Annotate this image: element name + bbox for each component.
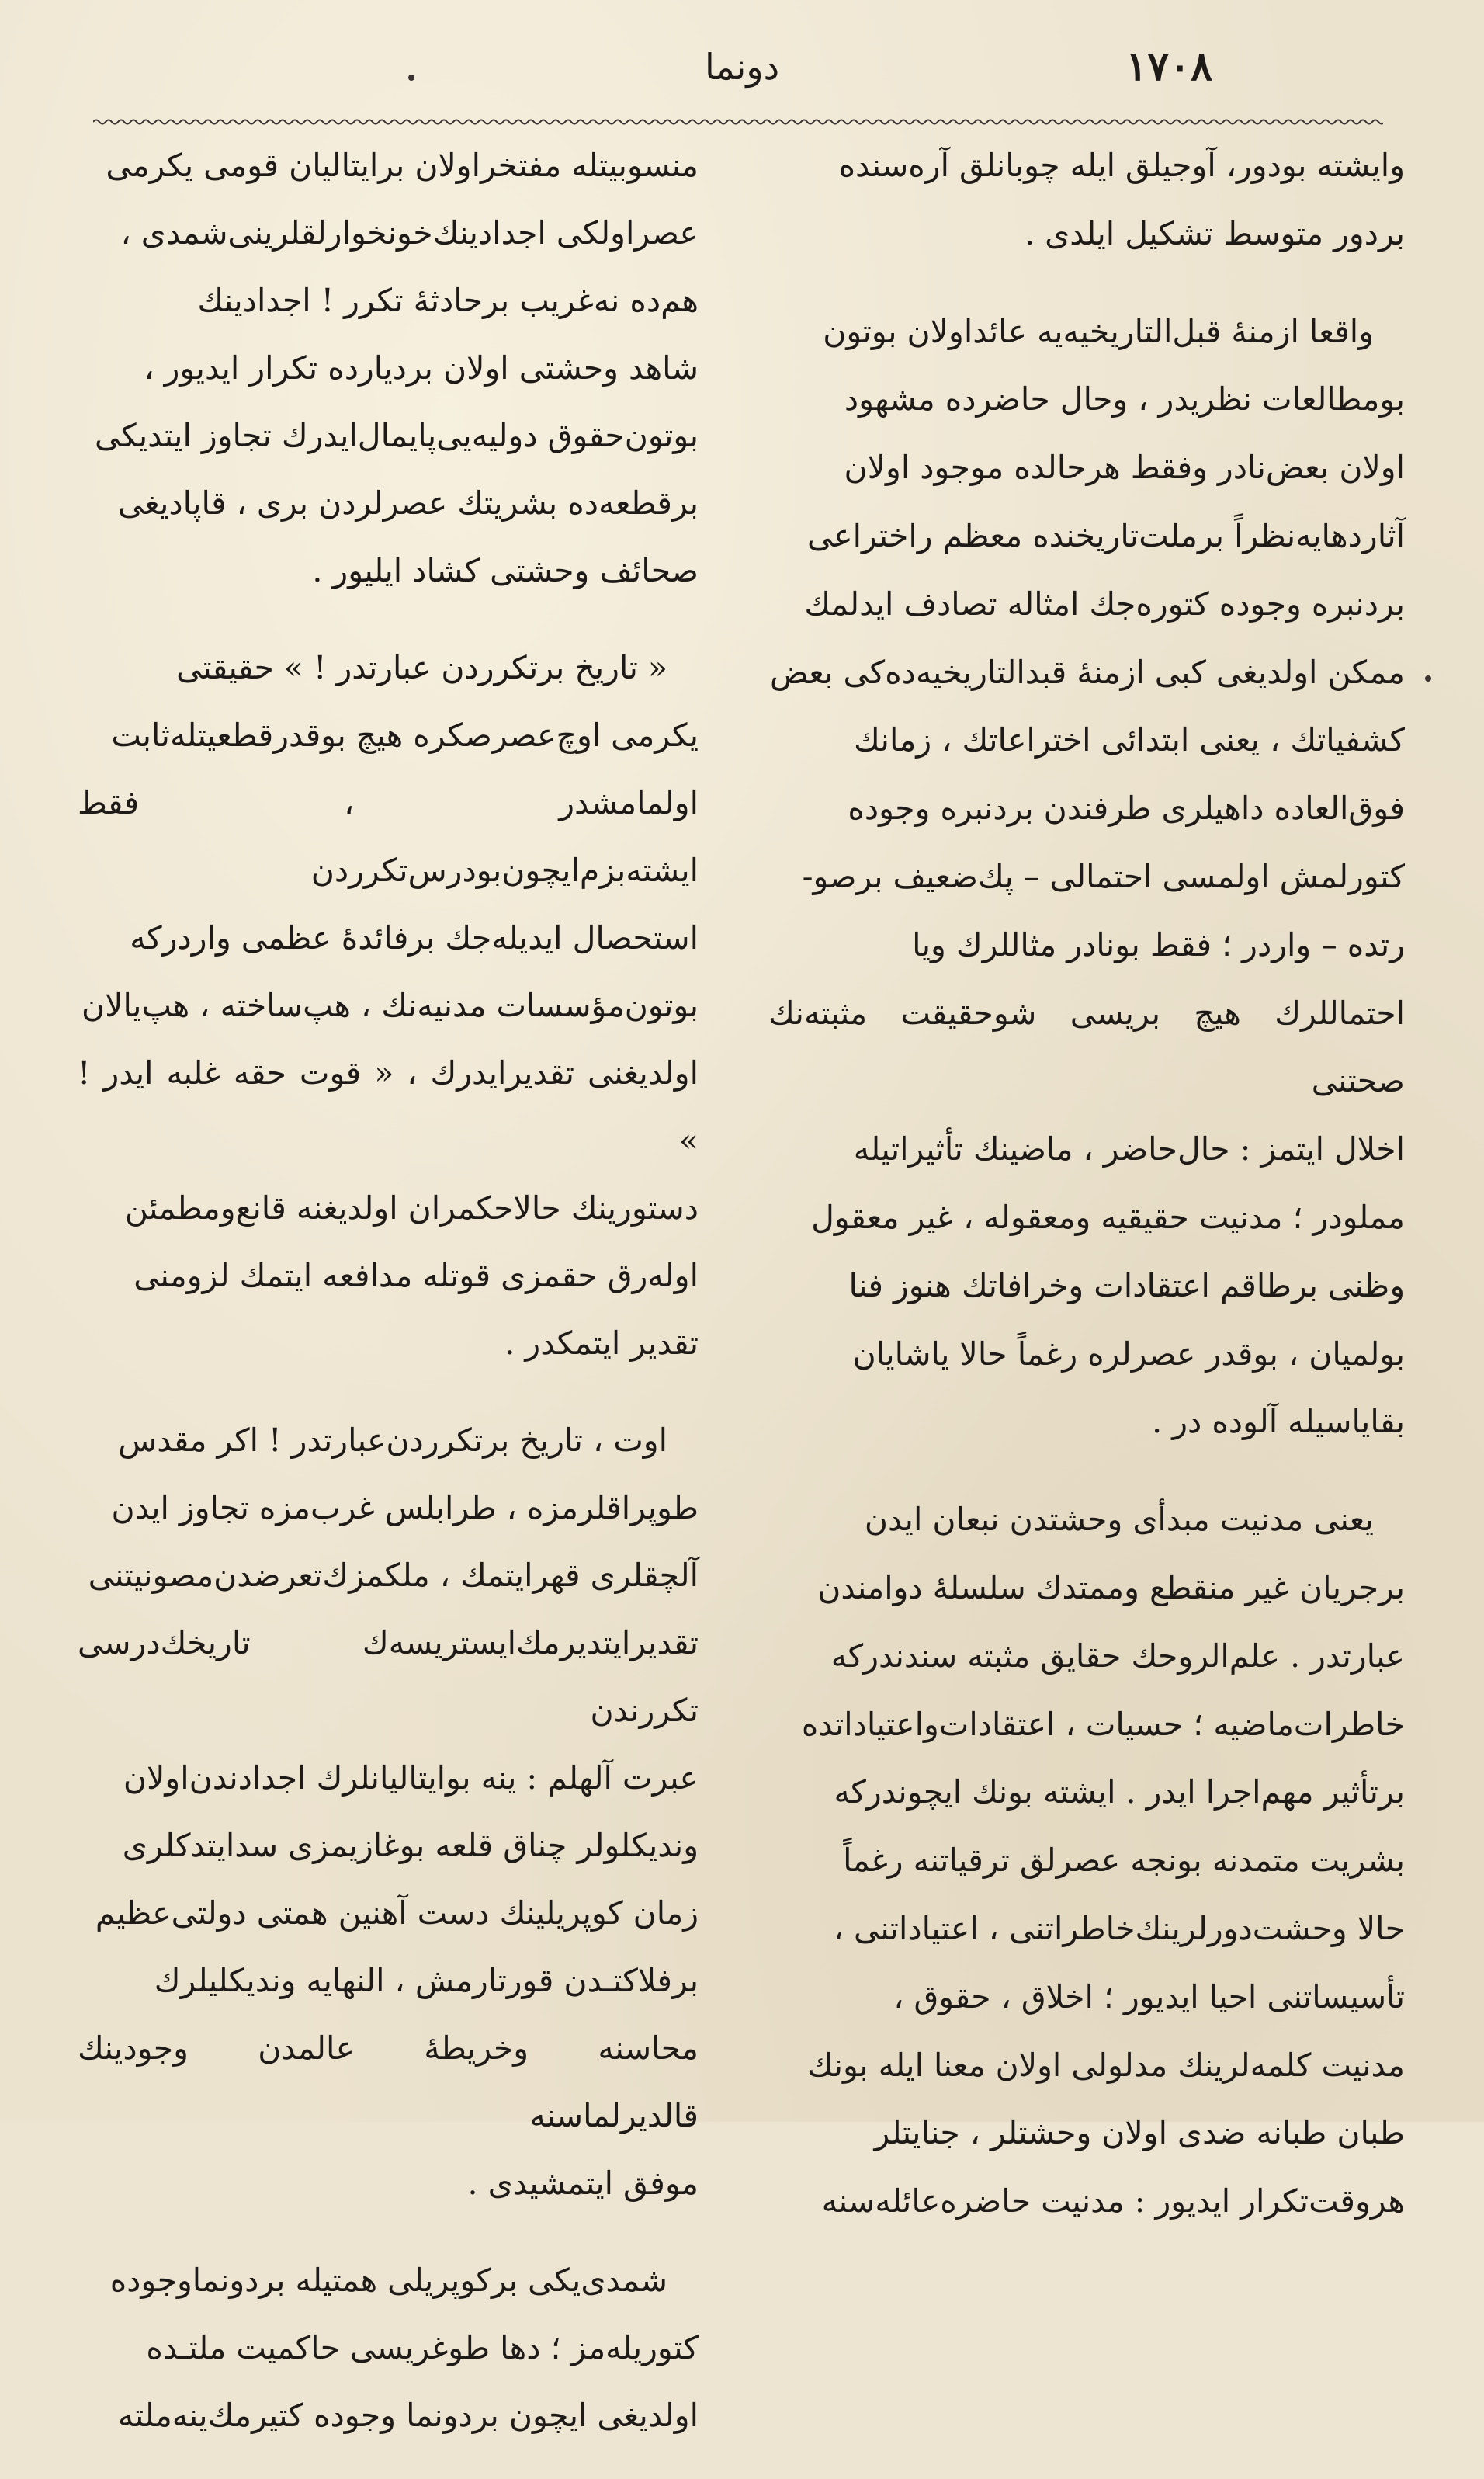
paragraph: واقعا ازمنهٔ قبل‌التاريخيه‌يه عائداولان بوتون بومطالعات نظريدر ، وحال حاضرده مشهود اولان بعض‌نادر وفقط هرحالده موجود اولان آثاردهايه‌نظراً برملت‌تاريخنده معظم راختراعى بردنبره وجوده كتوره‌جك امثاله تصادف ايدلمك ممكن اولديغى كبى ازمنهٔ قبدالتاريخيه‌ده‌كى بعض كشفياتك ، يعنى ابتدائى اختراعاتك ، زمانك فوق‌العاده داهيلرى طرفندن بردنبره وجوده كتورلمش اولمسى احتمالى – پك‌ضعيف برصو- رتده – واردر ؛ فقط بونادر مثاللرك ويا احتماللرك هيچ بريسى شوحقيقت مثبته‌نك صحتنى اخلال ايتمز : حال‌حاضر ، ماضينك تأثيراتيله مملودر ؛ مدنيت حقيقيه ومعقوله ، غير معقول وظنى برطاقم اعتقادات وخرافاتك هنوز فنا بولميان ، بوقدر عصرلره رغماً حالا ياشايان بقاياسيله آلوده در .	[768, 312, 1405, 1441]
column-right	[768, 132, 1405, 2265]
page-header	[93, 43, 1391, 105]
paragraph: يعنى مدنيت مبدأى وحشتدن نبعان ايدن برجريان غير منقطع وممتدك سلسلهٔ دوامندن عبارتدر . علم‌الروحك حقايق مثبته سندندركه خاطرات‌ماضيه ؛ حسيات ، اعتقادات‌واعتياداتده برتأثير مهم‌اجرا ايدر . ايشته بونك ايچوندركه بشريت متمدنه بونجه عصرلق ترقياتنه رغماً حالا وحشت‌دورلرينك‌خاطراتنى ، اعتياداتنى ، تأسيساتنى احيا ايديور ؛ اخلاق ، حقوق ، مدنيت كلمه‌لرينك مدلولى اولان معنا ايله بونك طبان طبانه ضدى اولان وحشتلر ، جنايتلر هروقت‌تكرار ايديور : مدنيت حاضره‌عائله‌سنه	[801, 1501, 1405, 2220]
paragraph: اوت ، تاريخ برتكرردن‌عبارتدر ! اكر مقدس طوپراقلرمزه ، طرابلس غرب‌مزه تجاوز ايدن آلچقلرى قهرايتمك ، ملكمزك‌تعرضدن‌مصونيتنى تقديرايتديرمك‌ايستريسه‌ك تاريخك‌درسى تكررندن عبرت آلهلم : ينه بوايتاليانلرك اجدادندن‌اولان ونديكلولر چناق قلعه بوغازيمزى سدايتدكلرى زمان كوپريلينك دست آهنين همتى دولتى‌عظيم برفلاكتـدن قورتارمش ، النهايه ونديكليلرك محاسنه وخريطهٔ عالمدن وجودينك قالديرلماسنه موفق ايتمشيدى .	[78, 1422, 699, 2202]
ink-speck	[1425, 675, 1431, 682]
page-number: ١٧٠٨	[1125, 43, 1212, 90]
running-title: دونما	[704, 46, 780, 88]
paragraph: « تاريخ برتكرردن عبارتدر ! » حقيقتى يكرمى اوچ‌عصرصكره هيچ بوقدرقطعيتله‌ثابت اولمامشدر ، فقط ايشته‌بزم‌ايچون‌بودرس‌تكرردن استحصال ايديله‌جك برفائدهٔ عظمى واردركه بوتون‌مؤسسات مدنيه‌نك ، هپ‌ساخته ، هپ‌يالان اولديغنى تقدير‌ايدرك ، « قوت حقه غلبه ايدر ! » دستورينك حالاحكمران اولديغنه قانع‌ومطمئن اوله‌رق حقمزى قوتله مدافعه ايتمك لزومنى تقدير ايتمكدر .	[78, 649, 699, 1362]
wavy-rule-icon	[93, 116, 1383, 127]
ink-speck	[408, 75, 414, 81]
paragraph: وايشته بودور، آوجيلق ايله چوبانلق آره‌سنده بردور متوسط تشكيل ايلدى .	[838, 147, 1405, 252]
header-rule	[93, 116, 1383, 127]
column-left	[78, 132, 699, 2479]
paragraph: منسوبيتله مفتخراولان برايتاليان قومى يكرمى عصراولكى اجدادينك‌خونخوارلقلرينى‌شمدى ، هم‌ده نه‌غريب برحادثهٔ تكرر ! اجدادينك شاهد وحشتى اولان برديارده تكرار ايديور ، بوتون‌حقوق دوليه‌يى‌پايمال‌ايدرك تجاوز ايتديكى برقطعه‌ده بشريتك عصرلردن برى ، قاپاديغى صحائف وحشتى كشاد ايليور .	[94, 147, 699, 589]
paragraph: شمدى‌يكى بركوپريلى همتيله بردونماوجوده كتوريله‌مز ؛ دها طوغريسى حاكميت ملتـده اولديغى ايچون بردونما وجوده كتيرمك‌ينه‌ملته	[109, 2262, 699, 2434]
